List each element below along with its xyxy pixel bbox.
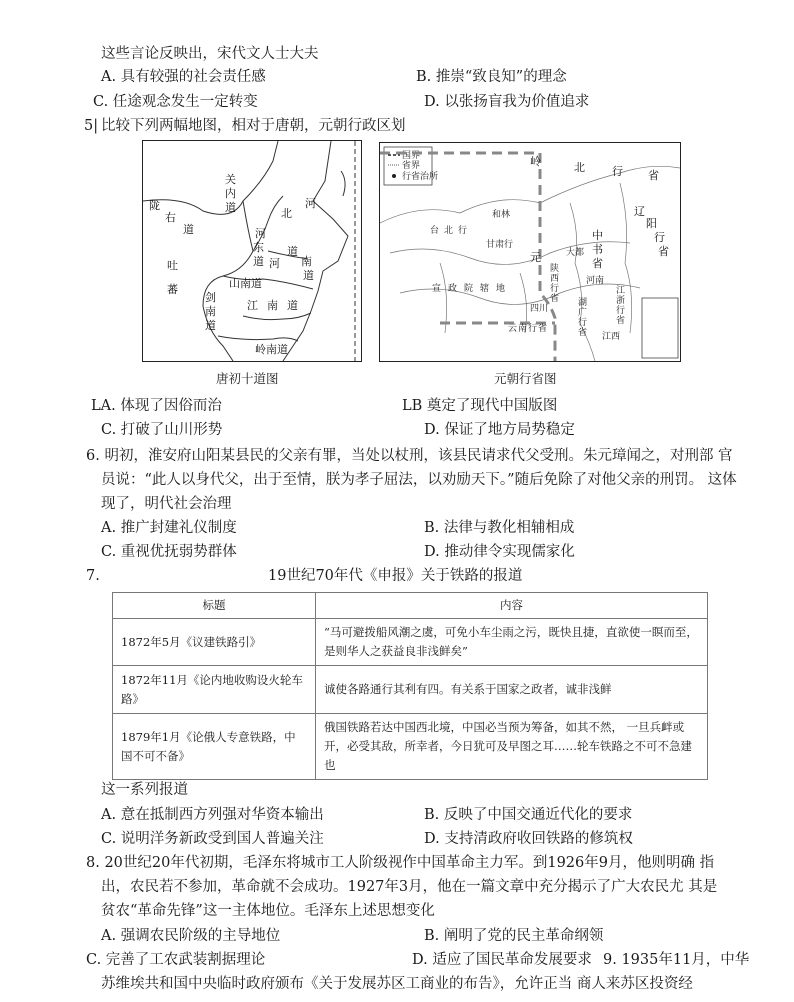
- tang-label-jiang: 江: [247, 299, 258, 312]
- table-cell-content: “马可避拨船风潮之虞，可免小车尘雨之污，既快且捷，直欲使一瞑而至，是则华人之获益良非浅鲜矣”: [316, 619, 708, 666]
- yuan-label-ling: 岭: [530, 155, 541, 168]
- q7-option-a: A. 意在抵制西方列强对华资本输出: [101, 807, 324, 823]
- yuan-provinces-map: [379, 142, 681, 362]
- q5-number: 5|: [84, 118, 99, 134]
- yuan-label-yuan-big: 元: [530, 251, 541, 264]
- yuan-map-caption: 元朝行省图: [494, 371, 557, 386]
- yuan-label-zheng: 政: [448, 284, 458, 294]
- tang-label-nan3: 南: [267, 299, 278, 312]
- yuan-label-di: 地: [496, 284, 506, 294]
- tang-border-west: [143, 141, 278, 214]
- tang-label-he3: 河: [269, 257, 280, 270]
- q8-option-b: B. 阐明了党的民主革命纲领: [424, 928, 604, 944]
- yuan-label-sheng7: 省: [550, 294, 560, 304]
- yuan-label-bei: 北: [574, 161, 585, 174]
- tang-label-dao1: 道: [225, 201, 236, 214]
- table-cell-title: 1872年5月《议建铁路引》: [113, 619, 316, 666]
- yuan-label-xing4: 行: [578, 318, 588, 328]
- tang-border-lingnan: [218, 336, 298, 341]
- tang-label-he1: 河: [255, 227, 266, 240]
- q4-option-d: D. 以张扬盲我为价值追求: [424, 94, 590, 110]
- yuan-label-sheng4: 省: [538, 324, 548, 334]
- tang-label-tu: 吐: [167, 259, 178, 272]
- yuan-map-svg: [380, 143, 680, 361]
- yuan-label-jiang: 江: [616, 286, 626, 296]
- yuan-label-guang: 广: [578, 308, 588, 318]
- yuan-label-xing5: 行: [616, 306, 626, 316]
- table-cell-title: 1879年1月《论俄人专意铁路，中国不可不备》: [113, 714, 316, 780]
- q7-stem: 这一系列报道: [101, 782, 188, 798]
- yuan-label-sheng: 省: [648, 169, 659, 182]
- table-header-title: 标题: [113, 593, 316, 619]
- q5-option-c: C. 打破了山川形势: [101, 422, 223, 438]
- tang-label-jian: 剑: [205, 291, 216, 304]
- yuan-label-sheng5: 省: [578, 328, 588, 338]
- yuan-label-dadu: 大都: [566, 248, 585, 258]
- yuan-label-gansu: 甘肃行: [486, 240, 514, 250]
- q5-option-b: LB 奠定了现代中国版图: [402, 398, 558, 414]
- yuan-label-sheng3: 省: [592, 257, 603, 270]
- q6-option-b: B. 法律与教化相辅相成: [424, 520, 575, 536]
- tang-label-shannan: 山南道: [229, 277, 262, 290]
- yuan-label-bei2: 北: [444, 226, 454, 236]
- yuan-label-xia: 辖: [480, 284, 490, 294]
- yuan-inset-box: [642, 298, 678, 358]
- table-row: [113, 666, 708, 714]
- yuan-label-nan: 南: [518, 324, 528, 334]
- q8-line-2: 出，农民若不参加，革命就不会成功。1927年3月，他在一篇文章中充分揭示了广大农民尤 其是: [101, 879, 718, 895]
- table-cell-title: 1872年11月《论内地收购设火轮车路》: [113, 666, 316, 714]
- tang-island: [341, 171, 345, 196]
- tang-map-svg: [143, 141, 361, 361]
- yuan-label-shu: 书: [592, 243, 603, 256]
- table-cell-content: 诚使各路通行其利有四。有关系于国家之政者，诚非浅鲜: [316, 666, 708, 714]
- tang-label-dao2: 道: [183, 223, 194, 236]
- q6-line-2: 员说：“此人以身代父，出于至情，朕为孝子屈法，以劝励天下。”随后免除了对他父亲的刑罚。 这体: [101, 472, 737, 488]
- yuan-label-xing7: 行: [458, 226, 468, 236]
- tang-label-bei: 北: [281, 207, 292, 220]
- yuan-label-xing6: 行: [550, 284, 560, 294]
- yuan-legend-province: 省界: [402, 161, 421, 171]
- table-row: [113, 714, 708, 780]
- railway-report-table: [112, 592, 708, 780]
- q7-option-d: D. 支持清政府收回铁路的修筑权: [424, 831, 633, 847]
- tang-label-long: 陇: [149, 199, 160, 212]
- tang-ten-circuits-map: [142, 140, 362, 362]
- tang-label-you: 右: [165, 211, 176, 224]
- tang-label-dao3: 道: [253, 255, 264, 268]
- q4-option-b: B. 推崇“致良知”的理念: [416, 69, 567, 85]
- q8-option-a: A. 强调农民阶级的主导地位: [101, 928, 281, 944]
- yuan-label-jiangxi: 江西: [602, 332, 621, 342]
- yuan-legend-capital: 行省治所: [402, 172, 439, 182]
- tang-label-nei: 内: [225, 187, 236, 200]
- table-cell-content: 俄国铁路若达中国西北境，中国必当预为筹备，如其不然， 一旦兵衅或开，必受其敌，所幸者，今日犹可及早图之耳……轮车铁路之不可不急建也: [316, 714, 708, 780]
- tang-label-lingnan: 岭南道: [255, 343, 288, 356]
- q9-line-1: 9. 1935年11月，中华: [603, 952, 750, 968]
- table-row: [113, 619, 708, 666]
- q5-stem: 比较下列两幅地图，相对于唐朝，元朝行政区划: [101, 118, 406, 134]
- q7-option-b: B. 反映了中国交通近代化的要求: [424, 807, 633, 823]
- yuan-label-yang: 阳: [646, 217, 657, 230]
- yuan-label-zhong: 中: [592, 229, 603, 242]
- yuan-label-sheng2: 省: [658, 245, 669, 258]
- q8-option-c: C. 完善了工农武装割据理论: [86, 952, 266, 968]
- yuan-label-hu: 湖: [578, 298, 588, 308]
- q6-option-d: D. 推动律令实现儒家化: [424, 544, 575, 560]
- yuan-label-yuan: 院: [464, 284, 474, 294]
- q8-line-3: 贫农“革命先锋”这一主体地位。毛泽东上述思想变化: [101, 903, 435, 919]
- tang-label-nan: 南: [301, 255, 312, 268]
- yuan-label-henan: 河南: [586, 276, 605, 286]
- yuan-label-tai: 台: [430, 226, 440, 236]
- tang-label-dao5: 道: [303, 269, 314, 282]
- q4-option-c: C. 任途观念发生一定转变: [93, 94, 258, 110]
- q6-option-a: A. 推广封建礼仪制度: [101, 520, 237, 536]
- q8-line-1: 8. 20世纪20年代初期，毛泽东将城市工人阶级视作中国革命主力军。到1926年9月，他则明确 指: [86, 855, 715, 871]
- tang-label-guan: 关: [225, 173, 236, 186]
- q5-option-a: LA. 体现了因俗而治: [91, 398, 222, 414]
- yuan-label-sheng6: 省: [616, 316, 626, 326]
- tang-label-he2: 河: [305, 197, 316, 210]
- tang-label-dao6: 道: [205, 319, 216, 332]
- yuan-label-yun: 云: [508, 324, 518, 334]
- yuan-label-xuan: 宣: [432, 284, 442, 294]
- q4-option-a: A. 具有较强的社会责任感: [101, 69, 266, 85]
- yuan-label-helin: 和林: [492, 210, 511, 220]
- q7-option-c: C. 说明洋务新政受到国人普遍关注: [101, 831, 324, 847]
- q6-line-1: 6. 明初，淮安府山阳某县民的父亲有罪，当处以杖刑，该县民请求代父受刑。朱元璋闻之，对刑部 官: [86, 448, 733, 464]
- tang-map-caption: 唐初十道图: [216, 371, 279, 386]
- yuan-legend-border: 国界: [402, 151, 421, 161]
- tang-label-nan2: 南: [205, 305, 216, 318]
- tang-border-jiangnan: [243, 313, 311, 320]
- q4-stem: 这些言论反映出，宋代文人士大夫: [101, 46, 319, 62]
- table-header-content: 内容: [316, 593, 708, 619]
- q7-table-title: 19世纪70年代《申报》关于铁路的报道: [268, 568, 523, 584]
- yuan-label-sichuan: 四川: [530, 304, 549, 314]
- q8-option-d: D. 适应了国民革命发展要求: [412, 952, 592, 968]
- q6-line-3: 现了，明代社会治理: [101, 496, 232, 512]
- q5-option-d: D. 保证了地方局势稳定: [424, 422, 575, 438]
- yuan-label-zhe: 浙: [616, 296, 626, 306]
- q6-option-c: C. 重视优抚弱势群体: [101, 544, 237, 560]
- q7-number: 7.: [86, 568, 100, 584]
- q9-line-2: 苏维埃共和国中央临时政府颁布《关于发展苏区工商业的布告》，允许正当 商人来苏区投资经: [101, 976, 693, 992]
- yuan-label-xing2: 行: [654, 231, 665, 244]
- yuan-label-xing3: 行: [528, 324, 538, 334]
- table-header-row: [113, 593, 708, 619]
- yuan-label-xi: 西: [550, 274, 560, 284]
- tang-label-dong: 东: [253, 241, 264, 254]
- yuan-label-shaan: 陕: [550, 264, 560, 274]
- tang-label-dao7: 道: [287, 299, 298, 312]
- tang-label-bo: 蕃: [167, 283, 178, 296]
- tang-label-dao4: 道: [287, 245, 298, 258]
- yuan-label-xing: 行: [612, 165, 623, 178]
- yuan-label-liao: 辽: [634, 205, 645, 218]
